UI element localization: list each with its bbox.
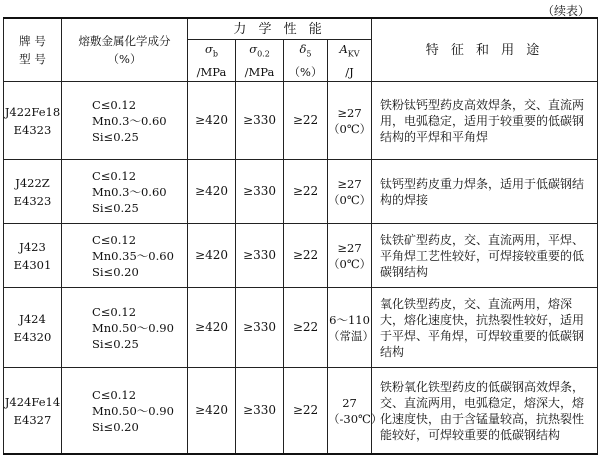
type-code: E4327 xyxy=(13,412,52,427)
electrode-table xyxy=(3,17,598,455)
header-grade xyxy=(4,18,62,82)
cell-grade xyxy=(4,368,62,454)
cell-chem xyxy=(62,82,188,160)
header-sigma-b-symbol: σ xyxy=(205,42,213,56)
table-row xyxy=(4,160,598,224)
cell-sigma-b: ≥420 xyxy=(188,82,236,160)
grade-name: J422Z xyxy=(15,175,50,190)
cell-delta-5: ≥22 xyxy=(284,224,328,288)
cell-delta-5: ≥22 xyxy=(284,82,328,160)
header-akv-unit: /J xyxy=(345,65,354,80)
header-akv-sub: KV xyxy=(347,49,360,59)
header-grade-line2: 型 号 xyxy=(19,52,46,67)
table-row xyxy=(4,288,598,368)
header-delta-5-sub: 5 xyxy=(306,49,312,59)
cell-sigma-02: ≥330 xyxy=(236,288,284,368)
cell-use: 铁粉氧化铁型药皮的低碳钢高效焊条，交、直流两用，电弧稳定，熔深大，熔化速度快，由于含锰量较高，抗热裂性能较好，可焊较重要的低碳钢结构 xyxy=(372,368,598,454)
akv-temp: （0℃） xyxy=(328,121,372,136)
chem-c: C≤0.12 xyxy=(92,232,137,247)
header-grade-line1: 牌 号 xyxy=(19,34,46,49)
header-sigma-02-sub: 0.2 xyxy=(257,49,270,59)
grade-name: J424 xyxy=(19,311,46,326)
chem-si: Si≤0.25 xyxy=(92,336,139,351)
header-chem xyxy=(62,18,188,82)
header-akv xyxy=(328,40,372,82)
cell-sigma-02: ≥330 xyxy=(236,368,284,454)
akv-value: ≥27 xyxy=(337,105,362,120)
type-code: E4323 xyxy=(13,193,52,208)
cell-use: 氧化铁型药皮，交、直流两用，熔深大，熔化速度快，抗热裂性较好，适用于平焊、平角焊，可焊较重要的低碳钢结构 xyxy=(372,288,598,368)
cell-chem xyxy=(62,368,188,454)
table-row xyxy=(4,82,598,160)
cell-chem xyxy=(62,224,188,288)
header-delta-5 xyxy=(284,40,328,82)
cell-use: 钛钙型药皮重力焊条，适用于低碳钢结构的焊接 xyxy=(372,160,598,224)
chem-mn: Mn0.50～0.90 xyxy=(92,320,174,335)
grade-name: J423 xyxy=(19,239,46,254)
cell-chem xyxy=(62,288,188,368)
akv-value: ≥27 xyxy=(337,176,362,191)
cell-grade xyxy=(4,224,62,288)
cell-chem xyxy=(62,160,188,224)
chem-mn: Mn0.3～0.60 xyxy=(92,184,167,199)
chem-c: C≤0.12 xyxy=(92,168,137,183)
cell-sigma-02: ≥330 xyxy=(236,224,284,288)
grade-name: J422Fe18 xyxy=(4,104,61,119)
cell-sigma-b: ≥420 xyxy=(188,160,236,224)
type-code: E4320 xyxy=(13,329,52,344)
cell-grade xyxy=(4,288,62,368)
cell-use: 铁粉钛钙型药皮高效焊条，交、直流两用，电弧稳定，适用于较重要的低碳钢结构的平焊和平角焊 xyxy=(372,82,598,160)
cell-grade xyxy=(4,82,62,160)
chem-c: C≤0.12 xyxy=(92,387,137,402)
cell-grade xyxy=(4,160,62,224)
type-code: E4323 xyxy=(13,122,52,137)
cell-use: 钛铁矿型药皮，交、直流两用，平焊、平角焊工艺性较好，可焊接较重要的低碳钢结构 xyxy=(372,224,598,288)
akv-temp: （-30℃） xyxy=(328,411,383,426)
header-sigma-02-unit: /MPa xyxy=(244,65,275,80)
header-mech-group: 力 学 性 能 xyxy=(188,18,372,40)
chem-mn: Mn0.50～0.90 xyxy=(92,403,174,418)
header-sigma-b-sub: b xyxy=(212,49,218,59)
header-chem-line1: 熔敷金属化学成分 xyxy=(78,34,171,49)
cell-sigma-02: ≥330 xyxy=(236,160,284,224)
header-chem-line2: （%） xyxy=(107,52,142,67)
header-delta-5-unit: （%） xyxy=(288,65,323,80)
chem-si: Si≤0.25 xyxy=(92,129,139,144)
cell-akv xyxy=(328,368,383,454)
header-delta-5-symbol: δ xyxy=(299,42,307,56)
cell-akv xyxy=(328,288,372,368)
akv-temp: （常温） xyxy=(328,328,374,343)
akv-value: 27 xyxy=(342,395,357,410)
chem-si: Si≤0.25 xyxy=(92,200,139,215)
cell-akv xyxy=(328,224,372,288)
cell-sigma-b: ≥420 xyxy=(188,224,236,288)
cell-delta-5: ≥22 xyxy=(284,160,328,224)
chem-si: Si≤0.20 xyxy=(92,419,139,434)
table-row xyxy=(4,224,598,288)
header-sigma-b-unit: /MPa xyxy=(196,65,227,80)
grade-name: J424Fe14 xyxy=(4,394,61,409)
header-akv-symbol: A xyxy=(339,42,348,56)
akv-value: ≥27 xyxy=(337,240,362,255)
cell-delta-5: ≥22 xyxy=(284,368,328,454)
table-row xyxy=(4,368,598,454)
chem-mn: Mn0.3～0.60 xyxy=(92,113,167,128)
chem-c: C≤0.12 xyxy=(92,304,137,319)
akv-temp: （0℃） xyxy=(328,256,372,271)
header-use: 特 征 和 用 途 xyxy=(372,18,598,82)
chem-c: C≤0.12 xyxy=(92,97,137,112)
header-sigma-02 xyxy=(236,40,284,82)
header-sigma-b xyxy=(188,40,236,82)
continued-label: （续表） xyxy=(541,4,590,18)
type-code: E4301 xyxy=(13,257,52,272)
cell-akv xyxy=(328,160,372,224)
chem-si: Si≤0.20 xyxy=(92,264,139,279)
cell-sigma-02: ≥330 xyxy=(236,82,284,160)
cell-sigma-b: ≥420 xyxy=(188,368,236,454)
header-sigma-02-symbol: σ xyxy=(249,42,258,56)
akv-temp: （0℃） xyxy=(328,192,372,207)
cell-sigma-b: ≥420 xyxy=(188,288,236,368)
cell-delta-5: ≥22 xyxy=(284,288,328,368)
akv-value: 6～110 xyxy=(329,312,370,327)
chem-mn: Mn0.35～0.60 xyxy=(92,248,174,263)
cell-akv xyxy=(328,82,372,160)
